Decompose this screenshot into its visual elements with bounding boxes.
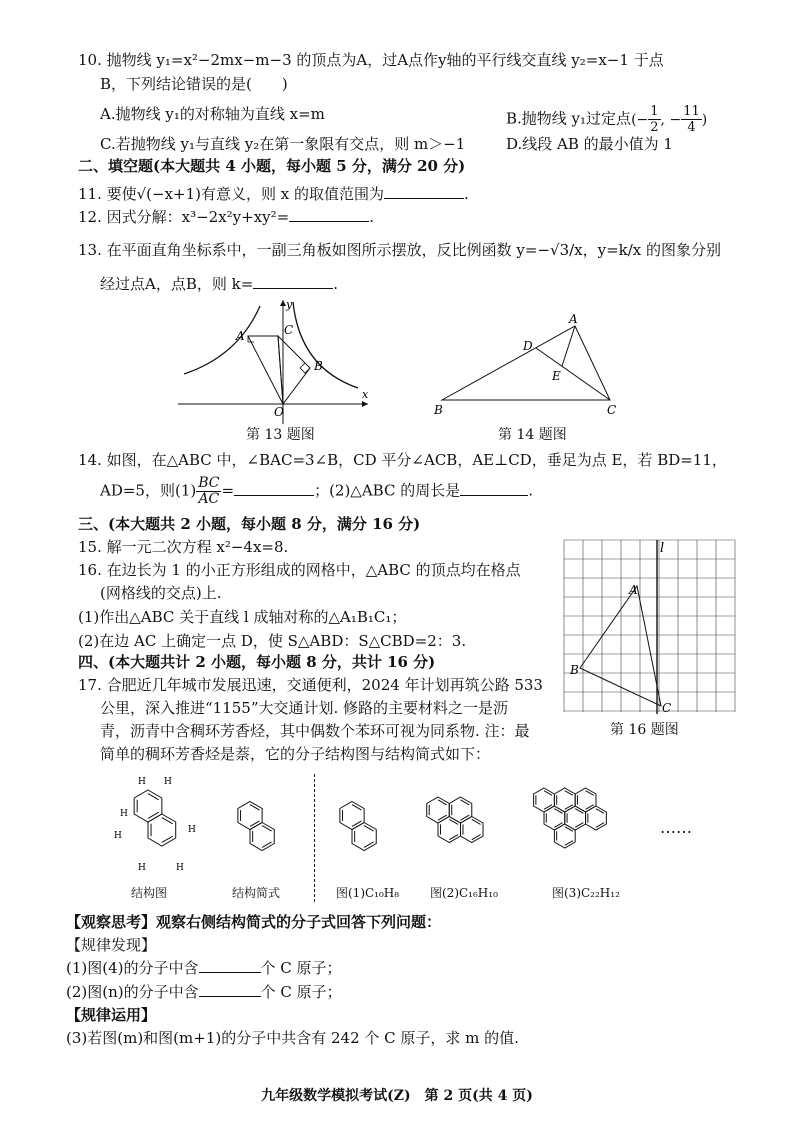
q14-line1: 14. 如图，在△ABC 中，∠BAC=3∠B，CD 平分∠ACB，AE⊥CD，垂足为点 E，若 BD=11， xyxy=(78,451,727,469)
hexagon-ring xyxy=(586,806,607,830)
hexagon-ring xyxy=(134,790,162,822)
double-bond xyxy=(565,805,573,810)
hydrogen-atom-label: H xyxy=(188,825,196,835)
q17-line3: 青，沥青中含稠环芳香烃，其中偶数个苯环可视为同系物. 注：最 xyxy=(100,722,530,740)
q14-fraction xyxy=(196,476,221,507)
double-bond xyxy=(162,818,173,824)
q11: 11. 要使√(−x+1)有意义，则 x 的取值范围为 . xyxy=(78,185,469,203)
q10-frac-half: $\frac{1}{2}$ xyxy=(650,104,659,135)
hexagon-ring xyxy=(461,817,484,843)
q16-part1: (1)作出△ABC 关于直线 l 成轴对称的△A₁B₁C₁； xyxy=(78,608,407,626)
q17-observe xyxy=(66,912,441,932)
hydrogen-atom-label: H xyxy=(176,863,184,873)
double-bond xyxy=(554,809,562,814)
q17-observe-text: 【观察思考】观察右侧结构简式的分子式回答下列问题： xyxy=(66,913,442,931)
q16-line1: 16. 在边长为 1 的小正方形组成的网格中，△ABC 的顶点均在格点 xyxy=(78,561,521,579)
q11-text: 11. 要使√(−x+1)有意义，则 x 的取值范围为 xyxy=(78,185,385,203)
hexagon-ring xyxy=(340,802,364,830)
double-bond xyxy=(148,812,159,818)
hexagon-ring xyxy=(148,814,176,846)
q17-sub1-blank[interactable] xyxy=(199,958,261,973)
double-bond xyxy=(250,821,259,826)
q13-line2: 经过点A，点B，则 k= . xyxy=(100,275,339,293)
double-bond xyxy=(575,823,583,828)
hydrogen-atom-label: H xyxy=(138,863,146,873)
double-bond xyxy=(461,800,470,805)
hexagon-ring xyxy=(352,823,376,851)
q13-line2-text: 经过点A，点B，则 k= xyxy=(100,275,254,293)
label-a: A xyxy=(629,583,638,597)
double-bond xyxy=(472,835,481,840)
naphthalene-simplified xyxy=(220,786,280,866)
x-axis-arrow xyxy=(362,401,368,407)
hydrogen-atom-label: H xyxy=(138,777,146,787)
hexagon-ring xyxy=(238,802,262,830)
double-bond xyxy=(575,809,583,814)
double-bond xyxy=(544,805,552,810)
label-c: C xyxy=(284,323,294,337)
double-bond xyxy=(544,791,552,796)
q17-sub2 xyxy=(66,982,342,1002)
q17-sub3: (3)若图(m)和图(m+1)的分子中共含有 242 个 C 原子，求 m 的值. xyxy=(66,1029,519,1047)
hexagon-ring xyxy=(534,788,555,812)
figure-2-molecule xyxy=(408,782,508,872)
q14-fraction-numerator: BC xyxy=(198,475,220,491)
q10-option-b xyxy=(506,104,707,135)
ellipsis: …… xyxy=(660,818,692,837)
q17-line4: 简单的稠环芳香烃是萘，它的分子结构图与结构简式如下： xyxy=(100,745,491,763)
double-bond xyxy=(148,794,159,800)
hexagon-ring xyxy=(575,788,596,812)
caption-figure-3: 图(3)C₂₂H₁₂ xyxy=(552,886,620,900)
caption-structure: 结构图 xyxy=(131,886,168,900)
label-b: B xyxy=(434,403,443,417)
double-bond xyxy=(262,826,271,831)
triangle-abc xyxy=(442,326,610,400)
figure-13-caption: 第 13 题图 xyxy=(246,427,315,443)
q10-option-c: C.若抛物线 y₁与直线 y₂在第一象限有交点，则 m＞−1 xyxy=(100,135,466,153)
q10-stem-line1: 10. 抛物线 y₁=x²−2mx−m−3 的顶点为A，过A点作y轴的平行线交直线 y₂=x−1 于点 xyxy=(78,51,664,69)
q14-fraction-denominator: AC xyxy=(198,491,220,507)
section-4-heading: 四、(本大题共计 2 小题，每小题 8 分，共计 16 分) xyxy=(78,653,436,671)
segment-cd xyxy=(536,348,610,400)
q16-line2: (网格线的交点)上. xyxy=(100,584,222,602)
triangle-aco xyxy=(248,336,283,404)
figure-1-molecule xyxy=(330,786,390,866)
dashed-divider xyxy=(314,774,315,902)
hexagon-ring xyxy=(565,806,586,830)
hexagon-ring xyxy=(544,806,565,830)
hexagon-ring xyxy=(427,797,450,823)
caption-simplified: 结构简式 xyxy=(232,886,281,900)
q12-answer-blank[interactable] xyxy=(289,207,369,222)
double-bond xyxy=(565,791,573,796)
caption-figure-2: 图(2)C₁₆H₁₀ xyxy=(430,886,498,900)
figure-3-molecule xyxy=(522,776,652,876)
double-bond xyxy=(565,841,573,846)
label-l: l xyxy=(660,541,665,556)
q17-sub1-pre: (1)图(4)的分子中含 xyxy=(66,959,199,977)
q14-line2-post: ；(2)△ABC 的周长是 xyxy=(314,481,461,500)
triangle-abc xyxy=(580,586,661,706)
q17-sub1-post: 个 C 原子； xyxy=(260,959,342,977)
q13-line1: 13. 在平面直角坐标系中，一副三角板如图所示摆放，反比例函数 y=−√3/x，y=k/x 的图象分别 xyxy=(78,241,722,259)
hydrogen-atom-label: H xyxy=(120,809,128,819)
q13-answer-blank[interactable] xyxy=(253,274,333,289)
double-bond xyxy=(449,835,458,840)
double-bond xyxy=(364,842,373,847)
grid xyxy=(564,540,735,712)
simplified-rings xyxy=(238,802,274,851)
q11-answer-blank[interactable] xyxy=(384,184,464,199)
hyperbola-left xyxy=(184,306,260,374)
hexagon-ring xyxy=(554,824,575,848)
q15: 15. 解一元二次方程 x²−4x=8. xyxy=(78,538,289,556)
double-bond xyxy=(596,823,604,828)
figure-13 xyxy=(178,296,378,426)
double-bond xyxy=(472,819,481,824)
double-bond xyxy=(461,815,470,820)
label-a: A xyxy=(569,312,578,326)
label-x: x xyxy=(362,388,369,401)
double-bond xyxy=(262,842,271,847)
q17-sub1 xyxy=(66,958,342,978)
label-a: A xyxy=(236,329,245,343)
q10-option-a: A.抛物线 y₁的对称轴为直线 x=m xyxy=(100,105,325,123)
hydrogen-labels xyxy=(114,777,196,873)
q17-sub2-pre: (2)图(n)的分子中含 xyxy=(66,983,199,1001)
hexagon-ring xyxy=(250,823,274,851)
q16-part2: (2)在边 AC 上确定一点 D，使 S△ABD：S△CBD=2：3. xyxy=(78,632,467,650)
double-bond xyxy=(352,821,361,826)
hexagon-ring xyxy=(438,817,461,843)
label-y: y xyxy=(286,298,293,311)
label-c: C xyxy=(662,701,672,715)
q10-frac-eleven-quarters: $\frac{11}{4}$ xyxy=(683,104,700,135)
double-bond xyxy=(352,805,361,810)
q17-rule-use: 【规律运用】 xyxy=(66,1006,157,1024)
q12: 12. 因式分解：x³−2x²y+xy²= . xyxy=(78,208,375,226)
q14-answer-blank-2[interactable] xyxy=(460,481,528,496)
label-d: D xyxy=(523,339,533,353)
fig1-rings xyxy=(340,802,376,851)
right-angle-b xyxy=(300,363,310,373)
section-3-heading: 三、(本大题共 2 小题，每小题 8 分，满分 16 分) xyxy=(78,515,421,533)
double-bond xyxy=(162,836,173,842)
double-bond xyxy=(250,805,259,810)
hexagon-ring xyxy=(554,788,575,812)
double-bond xyxy=(586,805,594,810)
q10-option-b-text: B.抛物线 y₁过定点 xyxy=(506,109,632,128)
label-b: B xyxy=(570,663,579,677)
double-bond xyxy=(438,800,447,805)
hydrogen-atom-label: H xyxy=(164,777,172,787)
q12-text: 12. 因式分解：x³−2x²y+xy²= xyxy=(78,208,290,226)
label-c: C xyxy=(607,403,617,417)
double-bond xyxy=(438,815,447,820)
q17-sub2-blank[interactable] xyxy=(199,982,261,997)
q10-option-b-point: (− $\frac{1}{2}$ , − $\frac{11}{4}$ ) xyxy=(631,104,708,135)
q14-answer-blank-1[interactable] xyxy=(234,481,314,496)
figure-14 xyxy=(430,310,630,420)
naphthalene-structure-diagram xyxy=(100,776,210,874)
double-bond xyxy=(565,827,573,832)
naphthalene-rings xyxy=(134,790,176,846)
caption-figure-1: 图(1)C₁₀H₈ xyxy=(336,886,400,900)
double-bond xyxy=(554,823,562,828)
fig3-rings xyxy=(534,788,607,848)
q14-equals: = xyxy=(221,481,235,500)
double-bond xyxy=(364,826,373,831)
hexagon-ring xyxy=(449,797,472,823)
hydrogen-atom-label: H xyxy=(114,831,122,841)
label-b: B xyxy=(314,359,323,373)
label-o: O xyxy=(274,405,284,419)
double-bond xyxy=(596,809,604,814)
q14-line2: AD=5，则(1) $\frac{BC}{AC}$ = ；(2)△ABC 的周长是 . xyxy=(100,475,534,507)
figure-16-caption: 第 16 题图 xyxy=(610,722,679,738)
q17-sub2-post: 个 C 原子； xyxy=(260,983,342,1001)
double-bond xyxy=(449,819,458,824)
q17-rule-find: 【规律发现】 xyxy=(66,936,157,954)
figure-16 xyxy=(560,536,736,716)
double-bond xyxy=(586,791,594,796)
label-e: E xyxy=(552,369,561,383)
q10-stem-line2: B，下列结论错误的是( ) xyxy=(100,75,288,93)
hyperbola-right xyxy=(293,302,358,388)
section-2-heading: 二、填空题(本大题共 4 小题，每小题 5 分，满分 20 分) xyxy=(78,157,466,175)
q10-option-d: D.线段 AB 的最小值为 1 xyxy=(506,135,673,153)
page-footer: 九年级数学模拟考试(Z) 第 2 页(共 4 页) xyxy=(261,1088,533,1104)
q17-line2: 公里，深入推进“1155”大交通计划. 修路的主要材料之一是沥 xyxy=(100,699,509,717)
q14-line2-pre: AD=5，则(1) xyxy=(100,481,197,500)
fig2-rings xyxy=(427,797,483,843)
figure-14-caption: 第 14 题图 xyxy=(498,427,567,443)
q17-line1: 17. 合肥近几年城市发展迅速，交通便利，2024 年计划再筑公路 533 xyxy=(78,676,543,694)
